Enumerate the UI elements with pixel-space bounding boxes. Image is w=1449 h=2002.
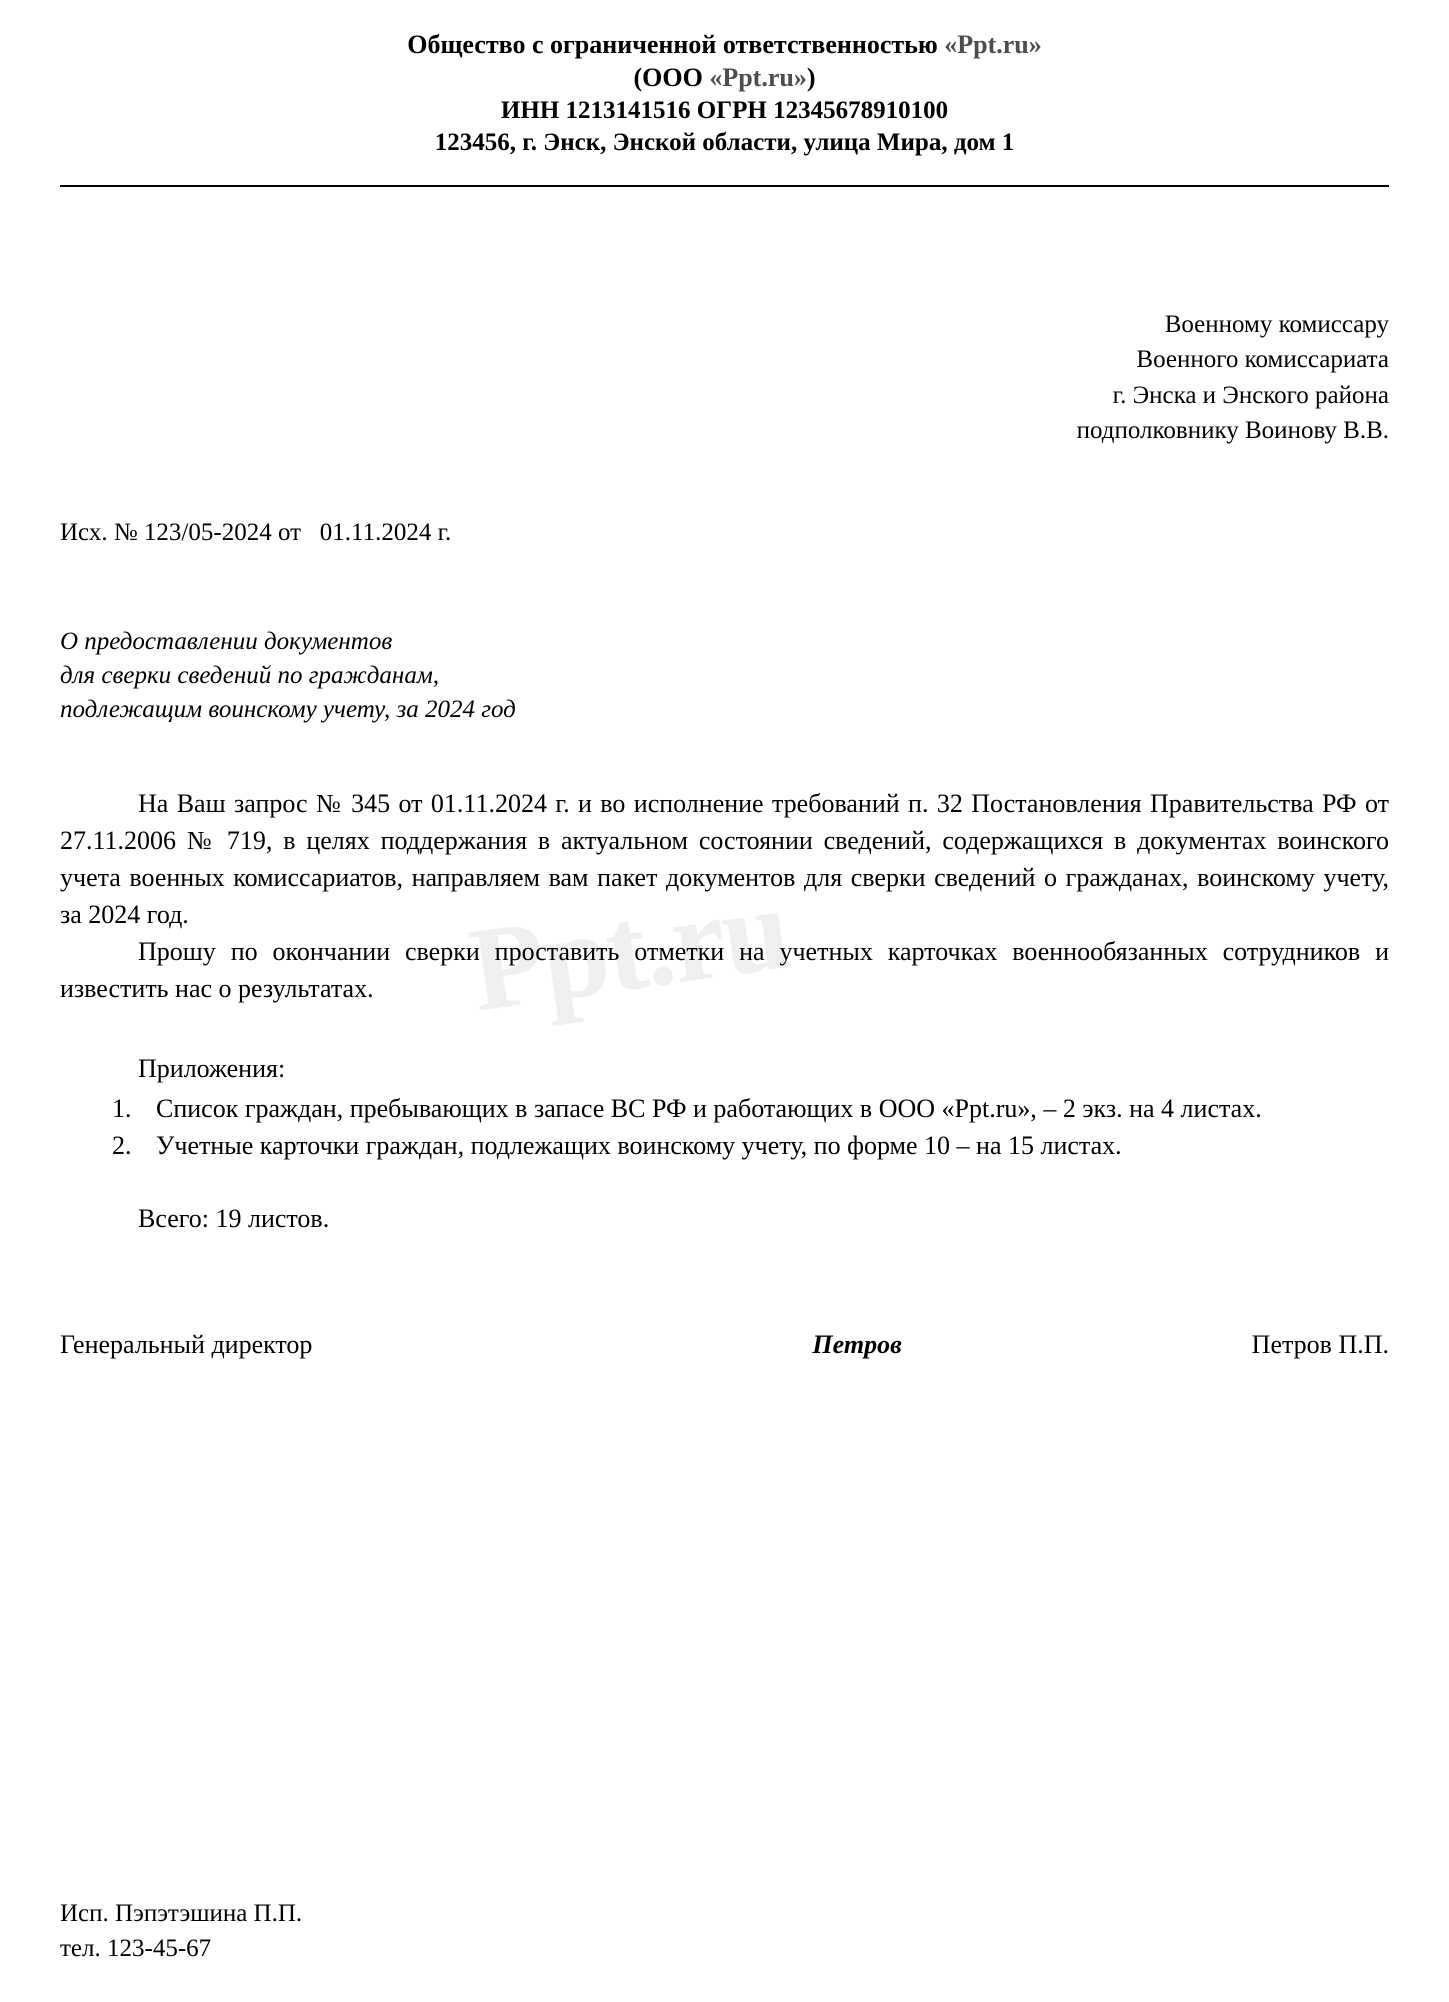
body-paragraph-1: На Ваш запрос № 345 от 01.11.2024 г. и во исполнение требований п. 32 Постановления Правительства РФ от 27.11.2006 № 719, в целях поддержания в актуальном состоянии сведений, содержащихся в документах воинского учета военных комиссариатов, направляем вам пакет документов для сверки сведений о гражданах, воинскому учету, за 2024 год. <box>60 788 1389 930</box>
attachments-title: Приложения: <box>138 1053 286 1083</box>
body-paragraph-2: Прошу по окончании сверки проставить отметки на учетных карточках военнообязанных сотрудников и известить нас о результатах. <box>60 937 1389 1004</box>
executor-footer <box>60 1897 302 1966</box>
list-item: 2. Учетные карточки граждан, подлежащих воинскому учету, по форме 10 – на 15 листах. <box>138 1127 1389 1164</box>
subject-block <box>60 625 1389 727</box>
letterhead-line-inn-ogrn: ИНН 1213141516 ОГРН 12345678910100 <box>500 96 949 124</box>
letterhead-shortname-suffix: ) <box>806 63 816 93</box>
body-block <box>60 785 1389 1008</box>
letterhead-company-brand: «Ppt.ru» <box>944 30 1042 59</box>
list-item: 1. Список граждан, пребывающих в запасе ВС РФ и работающих в ООО «Ppt.ru», – 2 экз. на 4 листах. <box>138 1090 1389 1127</box>
document-content <box>60 28 1389 1360</box>
signature-block <box>60 1330 1389 1360</box>
letterhead-divider <box>60 185 1389 187</box>
addressee-block <box>60 307 1389 449</box>
letterhead-shortname-brand: «Ppt.ru» <box>709 63 807 93</box>
addressee-line-4: подполковнику Воинову В.В. <box>1076 417 1389 445</box>
letterhead <box>60 28 1389 159</box>
watermark: Ppt.ru <box>462 860 796 1037</box>
executor-name: Исп. Пэпэтэшина П.П. <box>60 1900 303 1927</box>
signature-mark: Петров <box>812 1329 902 1359</box>
outgoing-reference: Исх. № 123/05-2024 от 01.11.2024 г. <box>60 518 452 546</box>
attachments-list <box>60 1090 1389 1164</box>
subject-line-2: для сверки сведений по гражданам, <box>60 661 440 689</box>
addressee-line-1: Военному комиссару <box>1164 310 1389 338</box>
letterhead-company-prefix: Общество с ограниченной ответственностью <box>407 30 945 59</box>
signer-position: Генеральный директор <box>60 1329 313 1359</box>
letterhead-shortname-prefix: (ООО <box>633 63 710 93</box>
executor-phone: тел. 123-45-67 <box>60 1934 212 1962</box>
addressee-line-2: Военного комиссариата <box>1136 346 1389 374</box>
letterhead-line-shortname <box>60 61 1389 94</box>
subject-line-1: О предоставлении документов <box>60 627 393 655</box>
addressee-line-3: г. Энска и Энского района <box>1112 381 1389 409</box>
signer-name: Петров П.П. <box>1251 1329 1389 1359</box>
letterhead-line-address: 123456, г. Энск, Энской области, улица Мира, дом 1 <box>434 128 1015 156</box>
attachments-total: Всего: 19 листов. <box>138 1203 330 1233</box>
subject-line-3: подлежащим воинскому учету, за 2024 год <box>60 695 516 723</box>
letterhead-line-company <box>60 28 1389 61</box>
